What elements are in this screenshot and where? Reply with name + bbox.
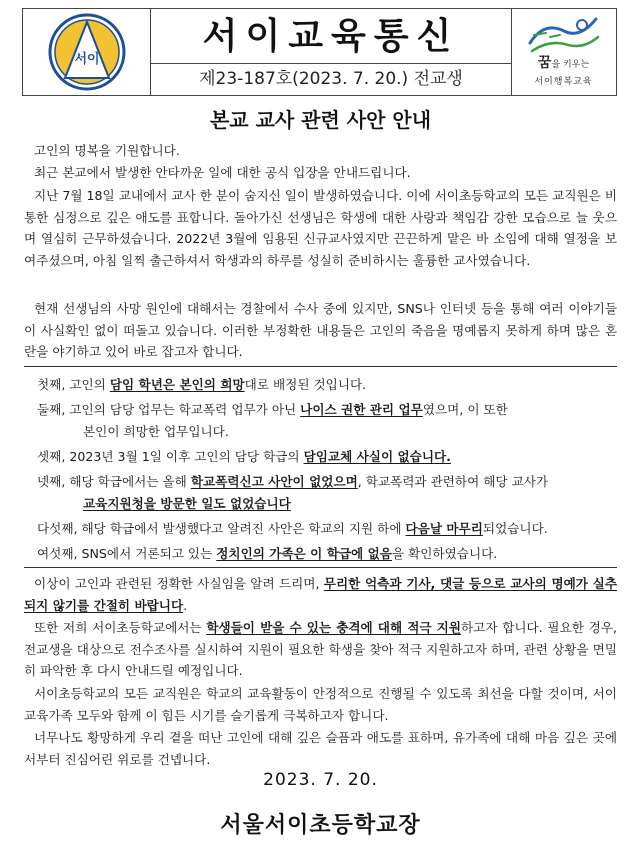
fact-emphasis-continued: 교육지원청을 방문한 일도 없었습니다 [83, 495, 291, 511]
issue-date: 2023. 7. 20. [263, 770, 378, 790]
section-rule-bottom [24, 567, 617, 568]
paragraph-request [24, 573, 617, 616]
fact-text: 대로 배정된 것입니다. [244, 377, 367, 392]
paragraph-incident: 지난 7월 18일 교내에서 교사 한 분이 숨지신 일이 발생하였습니다. 이에 서이초등학교의 모든 교직원은 비통한 심정으로 깊은 애도를 표합니다. 돌아가신 선생님은 학생에 대한 사랑과 책임감 강한 모습으로 늘 웃으며 열심히 근무하셨습니다. 2022년 3월에 임용된 신규교사였지만 끈끈하게 맡은 바 소임에 대해 열정을 보여주셨으며, 아침 일찍 출근하셔서 학생과의 하루를 성실히 준비하시는 훌륭한 교사였습니다. [24, 188, 617, 268]
paragraph-text: 하고자 합니다. 필요한 경우, 전교생을 대상으로 전수조사를 실시하여 지원이 필요한 학생을 찾아 적극 지원하고자 하며, 관련 상황을 면밀히 파악한 후 다시 안내드릴 예정입니다. [24, 620, 617, 678]
paragraph-rumors: 현재 선생님의 사망 원인에 대해서는 경찰에서 수사 중에 있지만, SNS나 인터넷 등을 통해 여러 이야기들이 사실확인 없이 떠돌고 있습니다. 이러한 부정확한 내용들은 고인의 죽음을 명예롭지 못하게 하며 많은 혼란을 야기하고 있어 바로 잡고자 합니다. [24, 301, 617, 359]
slogan-small: 을 키우는 [551, 60, 590, 70]
school-emblem-icon [46, 12, 128, 92]
section-rule-top [24, 366, 617, 367]
fact-text-continued: 본인이 희망한 업무입니다. [83, 423, 229, 439]
fact-emphasis: 담임 학년은 본인의 희망 [109, 377, 245, 392]
fact-text: , 학교폭력과 관련하여 해당 교사가 [357, 474, 549, 489]
paragraph-condolence: 너무나도 황망하게 우리 곁을 떠난 고인에 대해 깊은 슬픔과 애도를 표하며, 유가족에 대해 마음 깊은 곳에서부터 진심어린 위로를 건넵니다. [24, 730, 617, 767]
principal-signature: 서울서이초등학교장 [220, 813, 421, 838]
fact-emphasis: 학교폭력신고 사안이 없었으며 [190, 474, 358, 489]
fact-emphasis: 나이스 권한 관리 업무 [300, 402, 423, 417]
school-tagline: 서이행복교육 [534, 77, 593, 87]
fact-item-6 [24, 543, 617, 565]
fact-text: 을 확인하였습니다. [391, 546, 498, 561]
fact-text: 였으며, 이 또한 [422, 402, 508, 417]
happy-education-logo-icon [524, 13, 604, 57]
fact-text: 다섯째, 해당 학급에서 발생했다고 알려진 사안은 학교의 지원 하에 [37, 521, 406, 536]
document-title: 본교 교사 관련 사안 안내 [209, 108, 432, 132]
slogan-big: 꿈 [537, 55, 552, 71]
fact-emphasis: 담임교체 사실이 없습니다. [303, 449, 451, 464]
fact-text: 넷째, 해당 학급에서는 올해 [37, 474, 191, 489]
fact-emphasis: 정치인의 가족은 이 학급에 없음 [216, 546, 392, 561]
fact-text: 셋째, 2023년 3월 1일 이후 고인의 담당 학급의 [37, 449, 304, 464]
paragraph-commitment: 서이초등학교의 모든 교직원은 학교의 교육활동이 안정적으로 진행될 수 있도록 최선을 다할 것이며, 서이교육가족 모두와 함께 이 힘든 시기를 슬기롭게 극복하고자 합니다. [24, 686, 617, 723]
fact-text: 되었습니다. [482, 521, 548, 536]
newsletter-title: 서이교육통신 [151, 9, 511, 64]
newsletter-title-box [151, 9, 511, 95]
svg-text:서이: 서이 [74, 52, 100, 67]
fact-text: 첫째, 고인의 [37, 377, 110, 392]
intro-line-2: 최근 본교에서 발생한 안타까운 일에 대한 공식 입장을 안내드립니다. [34, 165, 411, 180]
fact-item-2 [24, 399, 617, 442]
paragraph-student-support [24, 617, 617, 682]
fact-text: 여섯째, SNS에서 거론되고 있는 [37, 546, 217, 561]
paragraph-text: 이상이 고인과 관련된 정확한 사실임을 알려 드리며, [34, 576, 324, 591]
fact-item-5 [24, 518, 617, 540]
fact-item-3 [24, 446, 617, 468]
school-emblem [23, 9, 151, 95]
paragraph-emphasis: 무리한 억측과 기사, 댓글 등으로 교사의 명예가 실추되지 않기를 간절히 바랍니다 [24, 576, 617, 613]
paragraph-text: . [183, 597, 188, 613]
paragraph-emphasis: 학생들이 받을 수 있는 충격에 대해 적극 지원 [206, 620, 461, 635]
newsletter-header [22, 8, 617, 96]
paragraph-text: 또한 저희 서이초등학교에서는 [34, 620, 207, 635]
issue-number: 제23-187호(2023. 7. 20.) 전교생 [199, 69, 463, 89]
fact-item-4 [24, 471, 617, 514]
fact-item-1 [24, 374, 617, 396]
intro-line-1: 고인의 명복을 기원합니다. [34, 143, 180, 158]
fact-text: 둘째, 고인의 담당 업무는 학교폭력 업무가 아닌 [37, 402, 301, 417]
fact-emphasis: 다음날 마무리 [405, 521, 483, 536]
slogan-text [512, 57, 615, 72]
slogan-logo [511, 9, 616, 95]
